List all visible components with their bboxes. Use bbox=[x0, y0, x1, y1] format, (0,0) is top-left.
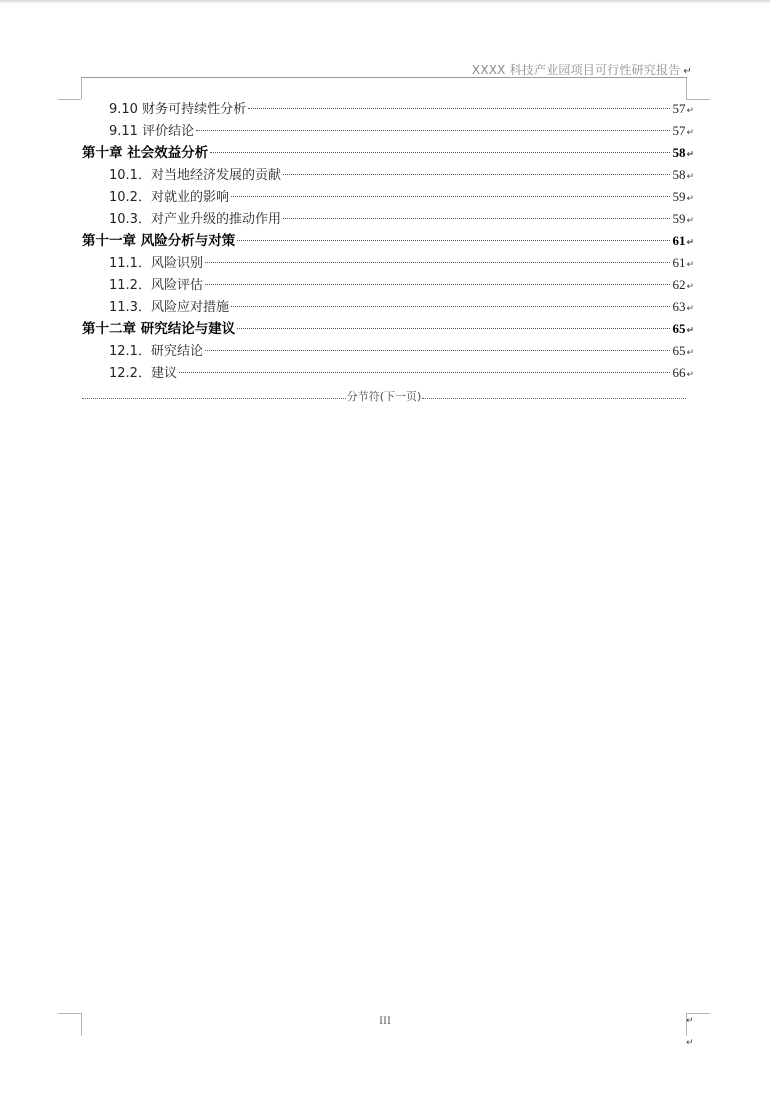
toc-chapter-entry[interactable] bbox=[82, 230, 694, 252]
toc-entry-page: 59 bbox=[672, 189, 686, 204]
toc-section-entry[interactable] bbox=[82, 340, 694, 362]
toc-entry-page: 62 bbox=[672, 277, 686, 292]
toc-entry-page: 61 bbox=[672, 255, 686, 270]
dot-leader bbox=[205, 350, 671, 351]
toc-entry-page: 63 bbox=[672, 299, 686, 314]
toc-entry-title: 第十一章 风险分析与对策 bbox=[82, 233, 236, 249]
toc-chapter-entry[interactable] bbox=[82, 142, 694, 164]
toc-section-entry[interactable] bbox=[82, 362, 694, 384]
dot-leader bbox=[231, 306, 671, 307]
toc-section-entry[interactable] bbox=[82, 274, 694, 296]
paragraph-mark-icon: ↵ bbox=[686, 304, 694, 314]
paragraph-mark-icon: ↵ bbox=[686, 172, 694, 182]
dot-leader bbox=[196, 130, 670, 131]
running-header bbox=[472, 61, 692, 78]
paragraph-mark-icon: ↵ bbox=[686, 282, 694, 292]
paragraph-mark-icon: ↵ bbox=[686, 106, 694, 116]
crop-mark bbox=[58, 99, 81, 100]
paragraph-mark-icon: ↵ bbox=[686, 348, 694, 358]
toc-section-entry[interactable] bbox=[82, 208, 694, 230]
paragraph-mark-icon: ↵ bbox=[686, 238, 694, 248]
page-number: III bbox=[379, 1013, 391, 1027]
toc-entry-page: 65 bbox=[672, 343, 686, 358]
toc-entry-title: 11.1．风险识别 bbox=[109, 256, 203, 271]
toc-entry-title: 10.2．对就业的影响 bbox=[109, 190, 229, 205]
section-break-label: 分节符(下一页) bbox=[346, 390, 422, 403]
window-top-shadow bbox=[0, 0, 770, 4]
toc-entry-page: 59 bbox=[672, 211, 686, 226]
paragraph-mark-icon: ↵ bbox=[686, 150, 694, 160]
paragraph-mark-icon: ↵ bbox=[686, 128, 694, 138]
dot-leader bbox=[179, 372, 671, 373]
header-title: XXXX 科技产业园项目可行性研究报告 bbox=[471, 63, 681, 77]
toc-entry-page: 61 bbox=[672, 233, 686, 248]
dot-leader bbox=[237, 240, 670, 241]
section-break bbox=[82, 389, 686, 403]
dot-leader bbox=[237, 328, 670, 329]
toc-entry-title: 11.2．风险评估 bbox=[109, 278, 203, 293]
toc-entry-title: 第十章 社会效益分析 bbox=[82, 145, 209, 161]
dot-leader bbox=[205, 262, 671, 263]
toc-section-entry[interactable] bbox=[82, 120, 694, 142]
toc-chapter-entry[interactable] bbox=[82, 318, 694, 340]
paragraph-mark-icon: ↵ bbox=[683, 66, 692, 77]
toc-entry-page: 57 bbox=[672, 101, 686, 116]
toc-entry-title: 10.3．对产业升级的推动作用 bbox=[109, 212, 281, 227]
paragraph-mark-icon: ↵ bbox=[686, 194, 694, 204]
toc-entry-title: 11.3．风险应对措施 bbox=[109, 300, 229, 315]
toc-entry-page: 58 bbox=[672, 167, 686, 182]
toc-section-entry[interactable] bbox=[82, 98, 694, 120]
paragraph-mark-icon: ↵ bbox=[686, 326, 694, 336]
crop-mark bbox=[81, 77, 82, 99]
dot-leader bbox=[283, 174, 671, 175]
dot-leader bbox=[248, 108, 670, 109]
toc-entry-title: 9.10 财务可持续性分析 bbox=[109, 102, 247, 117]
toc-entry-title: 12.1．研究结论 bbox=[109, 344, 203, 359]
toc-entry-title: 第十二章 研究结论与建议 bbox=[82, 321, 236, 337]
table-of-contents bbox=[82, 98, 694, 384]
toc-section-entry[interactable] bbox=[82, 296, 694, 318]
toc-entry-title: 10.1．对当地经济发展的贡献 bbox=[109, 168, 281, 183]
toc-entry-page: 66 bbox=[672, 365, 686, 380]
section-break-leader bbox=[82, 398, 346, 399]
toc-section-entry[interactable] bbox=[82, 186, 694, 208]
dot-leader bbox=[205, 284, 671, 285]
toc-entry-title: 9.11 评价结论 bbox=[109, 124, 195, 139]
paragraph-mark-icon: ↵ bbox=[686, 370, 694, 380]
crop-mark bbox=[686, 77, 687, 99]
toc-entry-page: 58 bbox=[672, 145, 686, 160]
dot-leader bbox=[231, 196, 671, 197]
dot-leader bbox=[210, 152, 670, 153]
paragraph-mark-icon: ↵ bbox=[686, 1016, 694, 1026]
toc-entry-title: 12.2．建议 bbox=[109, 366, 177, 381]
paragraph-mark-icon: ↵ bbox=[686, 1038, 694, 1048]
section-break-leader bbox=[422, 398, 686, 399]
paragraph-mark-icon: ↵ bbox=[686, 216, 694, 226]
dot-leader bbox=[283, 218, 671, 219]
toc-entry-page: 65 bbox=[672, 321, 686, 336]
toc-entry-page: 57 bbox=[672, 123, 686, 138]
toc-section-entry[interactable] bbox=[82, 164, 694, 186]
toc-section-entry[interactable] bbox=[82, 252, 694, 274]
paragraph-mark-icon: ↵ bbox=[686, 260, 694, 270]
